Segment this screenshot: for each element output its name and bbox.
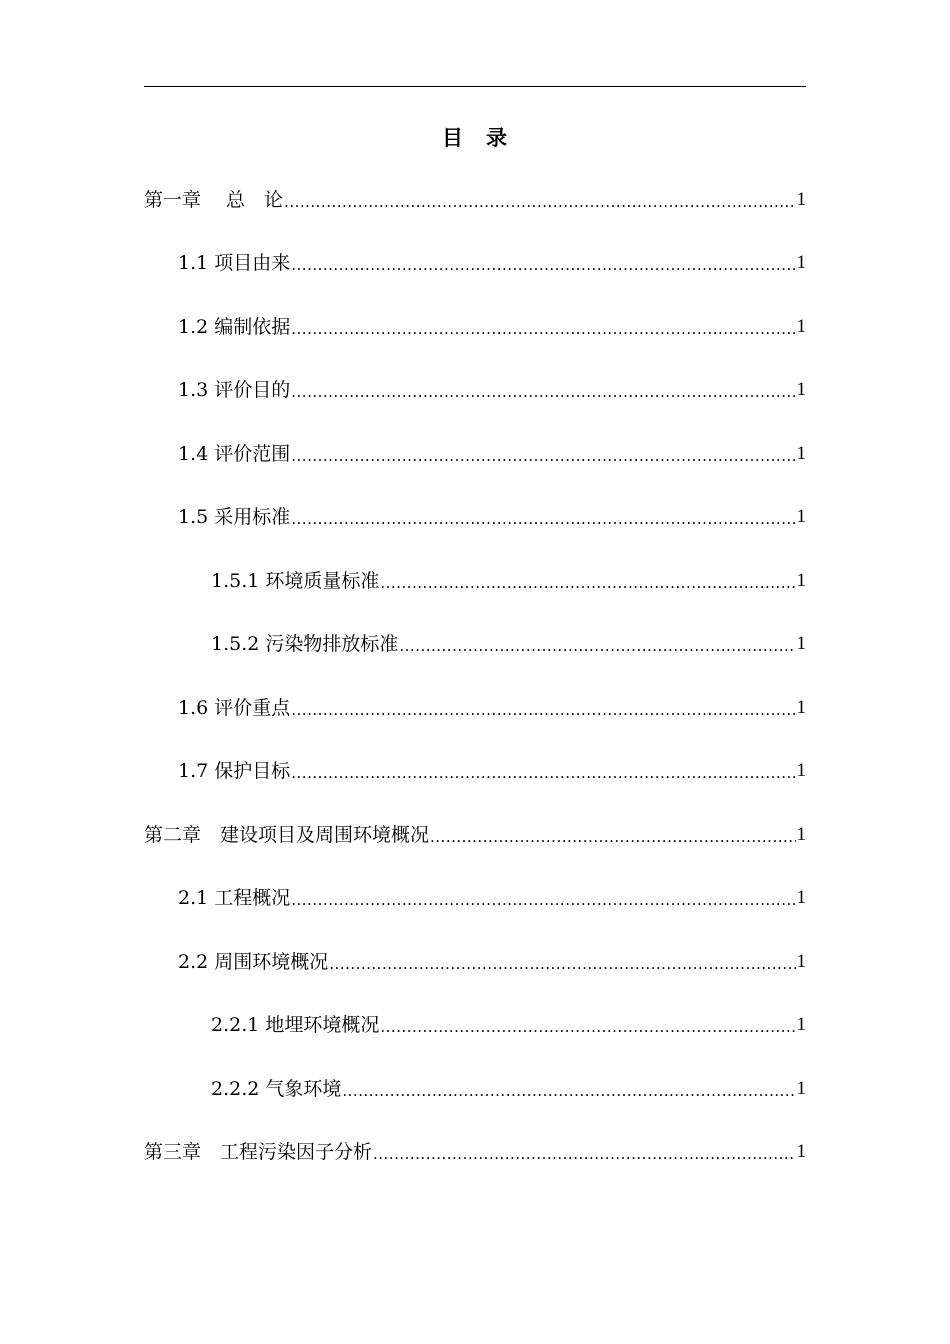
toc-entry-text: 第三章 工程污染因子分析 [144, 1141, 373, 1163]
toc-page-number: 1 [796, 188, 806, 210]
toc-dot-leader [291, 890, 795, 910]
toc-entry-text: 1.1 项目由来 [178, 252, 291, 274]
toc-entry-text: 1.5.2 污染物排放标准 [211, 633, 399, 655]
toc-dot-leader [291, 509, 795, 529]
toc-page-number: 1 [796, 760, 806, 781]
toc-entry-text: 1.7 保护目标 [178, 760, 291, 782]
toc-page-number: 1 [796, 315, 806, 337]
toc-dot-leader [291, 382, 795, 402]
toc-entry-1-3[interactable] [144, 361, 806, 425]
toc-entry-1-2[interactable] [144, 297, 806, 361]
toc-entry-1-5[interactable] [144, 488, 806, 552]
toc-entry-2-2[interactable] [144, 932, 806, 996]
toc-dot-leader [291, 255, 795, 275]
toc-dot-leader [399, 636, 795, 656]
toc-page-number: 1 [796, 950, 806, 972]
toc-dot-leader [284, 192, 795, 212]
toc-entry-text: 1.6 评价重点 [178, 696, 291, 719]
toc-page-number: 1 [796, 252, 806, 273]
toc-dot-leader [342, 1081, 795, 1101]
toc-entry-1-7[interactable] [144, 742, 806, 806]
toc-page-number: 1 [796, 633, 806, 654]
toc-dot-leader [430, 827, 795, 847]
toc-dot-leader [291, 319, 795, 339]
toc-entry-chapter-3[interactable] [144, 1123, 806, 1187]
toc-entry-text: 1.4 评价范围 [178, 442, 291, 465]
toc-page-number: 1 [796, 442, 806, 464]
toc-entry-1-4[interactable] [144, 424, 806, 488]
toc-entry-1-5-2[interactable] [144, 615, 806, 679]
toc-page-number: 1 [796, 506, 806, 527]
toc-entry-2-2-2[interactable] [144, 1059, 806, 1123]
toc-dot-leader [380, 1017, 795, 1037]
toc-dot-leader [380, 573, 795, 593]
toc-page-number: 1 [796, 1141, 806, 1162]
toc-entry-text: 1.3 评价目的 [178, 379, 291, 401]
toc-page-number: 1 [796, 569, 806, 591]
toc-entry-text: 1.5 采用标准 [178, 506, 291, 528]
toc-page-number: 1 [796, 379, 806, 400]
toc-dot-leader [329, 954, 795, 974]
toc-entry-text: 1.2 编制依据 [178, 315, 291, 338]
toc-page-number: 1 [796, 1014, 806, 1035]
toc-entry-text: 1.5.1 环境质量标准 [211, 569, 380, 592]
toc-title: 目 录 [442, 126, 508, 150]
toc-entry-2-1[interactable] [144, 869, 806, 933]
header-rule [144, 86, 806, 87]
toc-entry-text: 2.1 工程概况 [178, 887, 291, 909]
toc-dot-leader [291, 446, 795, 466]
toc-entry-text: 2.2 周围环境概况 [178, 950, 329, 973]
table-of-contents [144, 170, 806, 1186]
toc-page-number: 1 [796, 1077, 806, 1099]
toc-entry-2-2-1[interactable] [144, 996, 806, 1060]
toc-page-number: 1 [796, 887, 806, 908]
toc-entry-1-5-1[interactable] [144, 551, 806, 615]
toc-page-number: 1 [796, 823, 806, 845]
toc-entry-text: 第二章 建设项目及周围环境概况 [144, 823, 430, 846]
toc-dot-leader [291, 700, 795, 720]
toc-entry-chapter-1[interactable] [144, 170, 806, 234]
toc-dot-leader [291, 763, 795, 783]
toc-entry-chapter-2[interactable] [144, 805, 806, 869]
toc-entry-text: 2.2.1 地埋环境概况 [211, 1014, 380, 1036]
toc-entry-1-1[interactable] [144, 234, 806, 298]
toc-entry-1-6[interactable] [144, 678, 806, 742]
toc-entry-text: 第一章 总 论 [144, 188, 284, 211]
toc-entry-text: 2.2.2 气象环境 [211, 1077, 342, 1100]
toc-dot-leader [373, 1144, 795, 1164]
toc-page-number: 1 [796, 696, 806, 718]
